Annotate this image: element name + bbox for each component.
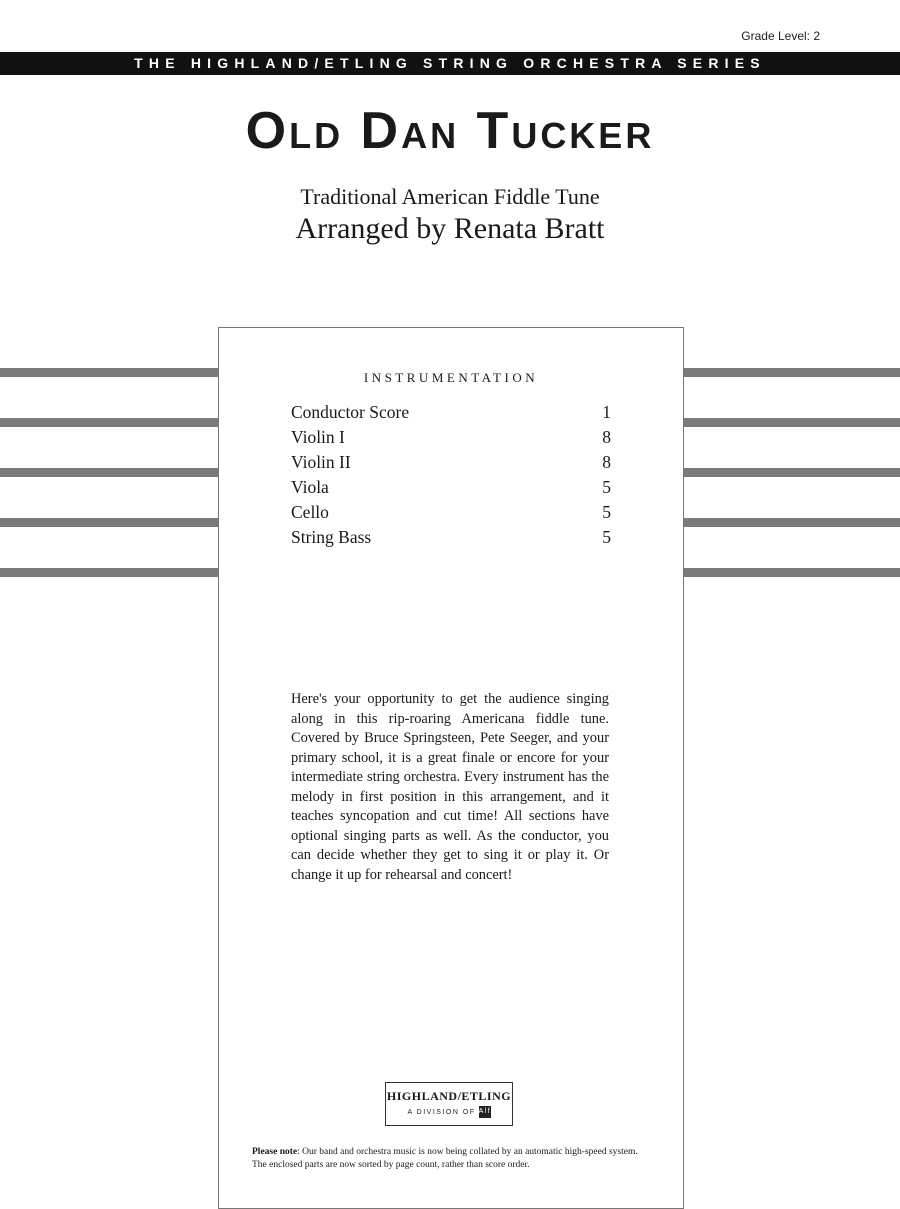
instrument-count: 1 (602, 402, 611, 422)
publisher-logo (385, 1082, 513, 1126)
grade-level: Grade Level: 2 (741, 29, 820, 43)
list-item (291, 500, 611, 525)
staff-line (0, 568, 218, 577)
instrument-name: Cello (291, 502, 329, 522)
list-item (291, 425, 611, 450)
subtitle: Traditional American Fiddle Tune (300, 184, 600, 209)
instrument-name: Conductor Score (291, 402, 410, 422)
series-banner: THE HIGHLAND/ETLING STRING ORCHESTRA SERIES (0, 52, 900, 75)
instrument-count: 8 (602, 427, 611, 447)
note-text: : Our band and orchestra music is now being collated by an automatic high-speed system. The enclosed parts are now sorted by page count, rather than score order. (252, 1147, 638, 1170)
instrument-count: 5 (602, 502, 611, 522)
instrument-name: String Bass (291, 527, 372, 547)
instrument-count: 5 (602, 527, 611, 547)
staff-line (0, 418, 218, 427)
note-label: Please note (252, 1147, 298, 1157)
instrumentation-heading: INSTRUMENTATION (363, 370, 539, 385)
list-item (291, 475, 611, 500)
staff-line (684, 368, 900, 377)
logo-division-text: A DIVISION OF (407, 1108, 476, 1116)
page-title: Old Dan Tucker (245, 102, 655, 160)
alfred-logo-icon: Alfred (479, 1106, 491, 1118)
staff-line (0, 518, 218, 527)
instrument-count: 5 (602, 477, 611, 497)
list-item (291, 450, 611, 475)
list-item (291, 525, 611, 550)
arranger: Arranged by Renata Bratt (295, 212, 605, 245)
staff-line (684, 468, 900, 477)
collation-note (252, 1146, 652, 1172)
instrument-name: Viola (291, 477, 329, 497)
staff-line (0, 468, 218, 477)
list-item (291, 400, 611, 425)
staff-line (684, 418, 900, 427)
logo-line2 (386, 1106, 512, 1118)
info-panel (218, 327, 684, 1209)
description: Here's your opportunity to get the audience singing along in this rip-roaring Americana fiddle tune. Covered by Bruce Springsteen, Pete Seeger, and your primary school, it is a great finale or encore for your intermediate string orchestra. Every instrument has the melody in first position in this arrangement, and it teaches syncopation and cut time! All sections have optional singing parts as well. As the conductor, you can decide whether they get to sing it or play it. Or change it up for rehearsal and concert! (291, 691, 609, 883)
instrumentation-list (291, 400, 611, 550)
staff-line (0, 368, 218, 377)
instrument-name: Violin II (291, 452, 351, 472)
instrument-count: 8 (602, 452, 611, 472)
staff-line (684, 518, 900, 527)
logo-line1: HIGHLAND/ETLING (386, 1089, 512, 1103)
instrument-name: Violin I (291, 427, 345, 447)
staff-line (684, 568, 900, 577)
